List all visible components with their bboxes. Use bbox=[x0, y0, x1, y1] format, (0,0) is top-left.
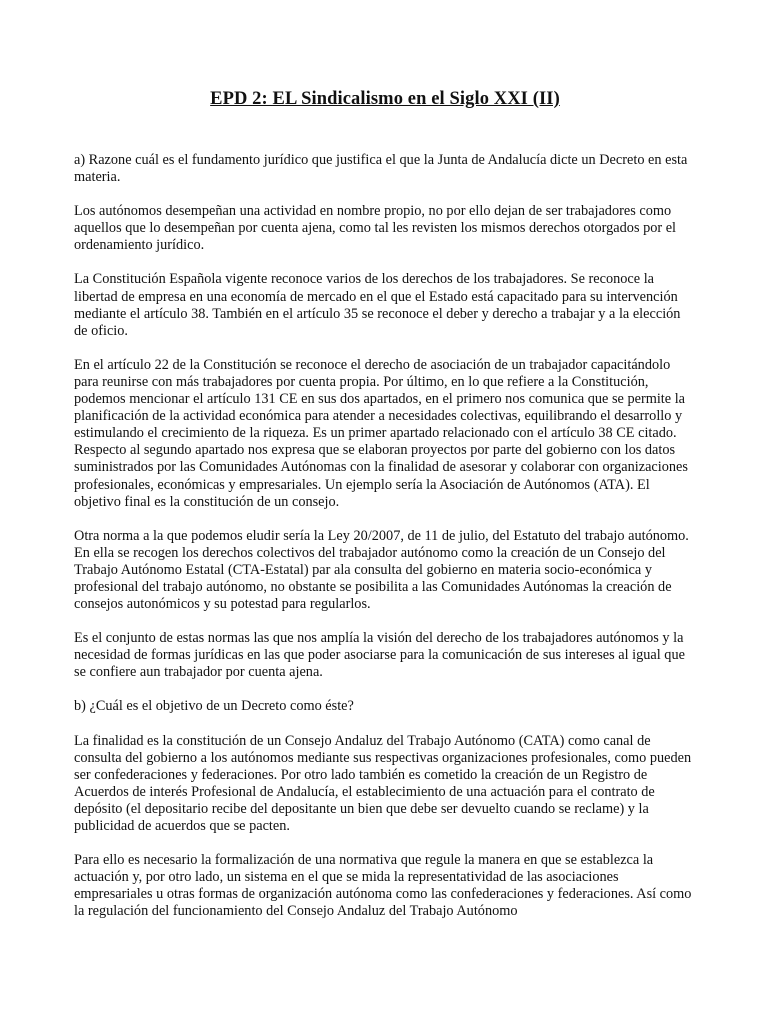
paragraph: Es el conjunto de estas normas las que nos amplía la visión del derecho de los trabajadores autónomos y la necesidad de formas jurídicas en las que poder asociarse para la comunicación de sus intereses al igual que se confiere aun trabajador por cuenta ajena. bbox=[74, 630, 685, 681]
paragraph: En el artículo 22 de la Constitución se reconoce el derecho de asociación de un trabajador capacitándolo para reunirse con más trabajadores por cuenta propia. Por último, en lo que refiere a la Constitución, podemos mencionar el artículo 131 CE en sus dos apartados, en el primero nos comunica que se permite la planificación de la actividad económica para atender a necesidades colectivas, equilibrando el desarrollo y estimulando el crecimiento de la riqueza. Es un primer apartado relacionado con el artículo 38 CE citado. Respecto al segundo apartado nos expresa que se elaboran proyectos por parte del gobierno con los datos suministrados por las Comunidades Autónomas con la finalidad de asesorar y colaborar con organizaciones profesionales, económicas y empresariales. Un ejemplo sería la Asociación de Autónomos (ATA). El objetivo final es la constitución de un consejo. bbox=[74, 356, 688, 510]
paragraph: La Constitución Española vigente reconoce varios de los derechos de los trabajadores. Se reconoce la libertad de empresa en una economía de mercado en el que el Estado está capacitado para su intervención mediante el artículo 38. También en el artículo 35 se reconoce el deber y derecho a trabajar y a la elección de oficio. bbox=[74, 271, 681, 339]
document-title: EPD 2: EL Sindicalismo en el Siglo XXI (II) bbox=[210, 89, 560, 109]
paragraph: Los autónomos desempeñan una actividad en nombre propio, no por ello dejan de ser trabajadores como aquellos que lo desempeñan por cuenta ajena, como tal les revisten los mismos derechos otorgados por el ordenamiento jurídico. bbox=[74, 203, 677, 254]
paragraph: La finalidad es la constitución de un Consejo Andaluz del Trabajo Autónomo (CATA) como canal de consulta del gobierno a los autónomos mediante sus respectivas organizaciones profesionales, como pueden ser confederaciones y federaciones. Por otro lado también es cometido la creación de un Registro de Acuerdos de interés Profesional de Andalucía, el establecimiento de una actuación para el contrato de depósito (el depositario recibe del depositante un bien que debe ser devuelto cuando se reclame) y la publicidad de acuerdos que se pacten. bbox=[74, 732, 692, 834]
question-b: b) ¿Cuál es el objetivo de un Decreto como éste? bbox=[74, 698, 354, 715]
question-a: a) Razone cuál es el fundamento jurídico que justifica el que la Junta de Andalucía dicte un Decreto en esta materia. bbox=[74, 152, 688, 186]
paragraph: Para ello es necesario la formalización de una normativa que regule la manera en que se establezca la actuación y, por otro lado, un sistema en el que se mida la representatividad de las asociaciones empresariales u otras formas de organización autónoma como las confederaciones y federaciones. Así como la regulación del funcionamiento del Consejo Andaluz del Trabajo Autónomo bbox=[74, 852, 692, 920]
paragraph: Otra norma a la que podemos eludir sería la Ley 20/2007, de 11 de julio, del Estatuto del trabajo autónomo. En ella se recogen los derechos colectivos del trabajador autónomo como la creación de un Consejo del Trabajo Autónomo Estatal (CTA-Estatal) par ala consulta del gobierno en materia socio-económica y profesional del trabajo autónomo, no obstante se posibilita a las Comunidades Autónomas la creación de consejos autonómicos y su potestad para regularlos. bbox=[74, 527, 689, 613]
